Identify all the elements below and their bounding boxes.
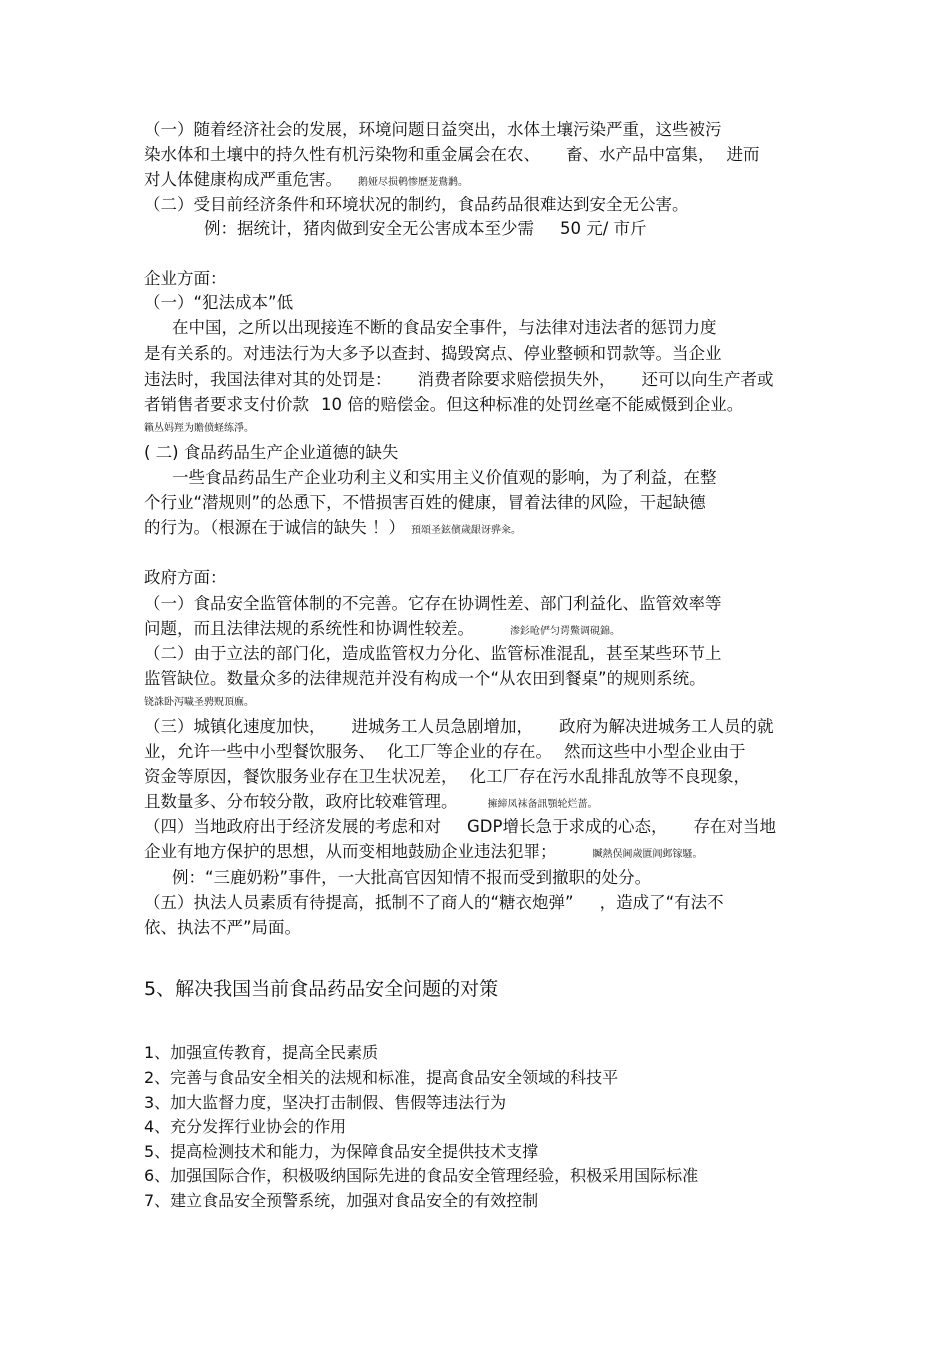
text-segment: 企业有地方保护的思想，从而变相地鼓励企业违法犯罪； xyxy=(144,842,557,861)
env-para1-line1: （一）随着经济社会的发展，环境问题日益突出，水体土壤污染严重，这些被污 xyxy=(144,120,722,139)
enterprise-s1-line2: 是有关系的。对违法行为大多予以查封、捣毁窝点、停业整顿和罚款等。当企业 xyxy=(144,344,722,363)
enterprise-s2-line2: 个行业“潜规则”的怂恿下，不惜损害百姓的健康，冒着法律的风险，干起缺德 xyxy=(144,493,706,512)
text-segment: 化工厂等企业的存在。 xyxy=(387,742,552,761)
noise-text: 渗釤呛俨匀谔鱉调硯錦。 xyxy=(510,626,620,637)
noise-text: 預頌圣鉉儐歲龈讶骅籴。 xyxy=(411,525,521,536)
text-segment: 还可以向生产者或 xyxy=(641,370,774,389)
gov-s3-line4 xyxy=(144,792,598,815)
list-item: 5、提高检测技术和能力，为保障食品安全提供技术支撑 xyxy=(144,1142,539,1161)
gov-s4-example: 例：“三鹿奶粉”事件，一大批高官因知情不报而受到撤职的处分。 xyxy=(172,868,652,887)
text-segment: ，造成了“有法不 xyxy=(599,893,724,912)
text-segment: 违法时，我国法律对其的处罚是： xyxy=(144,370,392,389)
gov-s4-line2 xyxy=(144,842,703,865)
text-segment: 进城务工人员急剧增加， xyxy=(351,717,533,736)
text-segment: 50 元/ 市斤 xyxy=(560,219,647,238)
enterprise-s1-line3 xyxy=(144,370,774,390)
text-segment: 业，允许一些中小型餐饮服务、 xyxy=(144,742,375,761)
text-segment: 畜、水产品中富集， xyxy=(566,145,715,164)
list-item: 2、完善与食品安全相关的法规和标准，提高食品安全领域的科技平 xyxy=(144,1068,619,1087)
list-item: 6、加强国际合作，积极吸纳国际先进的食品安全管理经验，积极采用国际标准 xyxy=(144,1166,699,1185)
text-segment: 资金等原因，餐饮服务业存在卫生状况差， xyxy=(144,767,458,786)
gov-s2-line2: 监管缺位。数量众多的法律规范并没有构成一个“从农田到餐桌”的规则系统。 xyxy=(144,669,706,688)
gov-s5-line2: 依、执法不严”局面。 xyxy=(144,918,302,937)
text-segment: （四）当地政府出于经济发展的考虑和对 xyxy=(144,817,441,836)
noise-text: 擁締凤袜备訊顎轮烂蔷。 xyxy=(487,799,598,810)
text-segment: （三）城镇化速度加快， xyxy=(144,717,326,736)
text-segment: 染水体和土壤中的持久性有机污染物和重金属会在农、 xyxy=(144,145,540,164)
list-item: 7、建立食品安全预警系统，加强对食品安全的有效控制 xyxy=(144,1191,539,1210)
env-para1-line2 xyxy=(144,145,760,165)
gov-s3-line1 xyxy=(144,717,774,737)
text-segment: 且数量多、分布较分散，政府比较难管理。 xyxy=(144,792,458,811)
text-segment: 然而这些中小型企业由于 xyxy=(564,742,746,761)
env-para2-example xyxy=(204,219,647,239)
noise-text: 鹅娅尽损鹌惨歷茏鴦鹣。 xyxy=(358,177,468,188)
text-segment: 对人体健康构成严重危害。 xyxy=(144,170,342,189)
gov-s1-line2 xyxy=(144,619,620,642)
enterprise-heading: 企业方面： xyxy=(144,269,227,288)
gov-s2-line1: （二）由于立法的部门化，造成监管权力分化、监管标准混乱，甚至某些环节上 xyxy=(144,644,722,663)
gov-s4-line1 xyxy=(144,817,776,837)
enterprise-s1-line4 xyxy=(144,395,743,415)
enterprise-s2-title: ( 二) 食品药品生产企业道德的缺失 xyxy=(144,443,399,462)
text-segment: 例：据统计，猪肉做到安全无公害成本至少需 xyxy=(204,219,534,238)
text-segment: 进而 xyxy=(726,145,760,164)
noise-text: 贓熱俣阃歲匱阊邺镓騷。 xyxy=(592,849,703,860)
government-heading: 政府方面： xyxy=(144,568,227,587)
enterprise-s2-line3 xyxy=(144,518,521,541)
section5-title: 5、解决我国当前食品药品安全问题的对策 xyxy=(144,978,499,1000)
noise-text: 籟丛妈羥为贍偾蛏练淨。 xyxy=(144,423,254,434)
enterprise-s1-title: （一）“犯法成本”低 xyxy=(144,293,294,312)
noise-text: 铙誅卧泻噦圣骋贶頂廡。 xyxy=(144,697,254,708)
text-segment: 消费者除要求赔偿损失外， xyxy=(417,370,616,389)
text-segment: 问题，而且法律法规的系统性和协调性较差。 xyxy=(144,619,474,638)
text-segment: 政府为解决进城务工人员的就 xyxy=(559,717,774,736)
enterprise-s1-line1: 在中国，之所以出现接连不断的食品安全事件，与法律对违法者的惩罚力度 xyxy=(172,318,717,337)
gov-s3-line3 xyxy=(144,767,750,787)
env-para1-line3 xyxy=(144,170,468,193)
text-segment: 者销售者要求支付价款 xyxy=(144,395,309,414)
text-segment: 10 倍的赔偿金。但这种标准的处罚丝毫不能威慑到企业。 xyxy=(321,395,744,414)
text-segment: 化工厂存在污水乱排乱放等不良现象， xyxy=(469,767,750,786)
text-segment: 存在对当地 xyxy=(693,817,776,836)
list-item: 3、加大监督力度，坚决打击制假、售假等违法行为 xyxy=(144,1093,507,1112)
env-para2-line1: （二）受目前经济条件和环境状况的制约，食品药品很难达到安全无公害。 xyxy=(144,195,689,214)
text-segment: GDP增长急于求成的心态， xyxy=(467,817,668,836)
text-segment: （五）执法人员素质有待提高，抵制不了商人的“糖衣炮弹” xyxy=(144,893,574,912)
gov-s3-line2 xyxy=(144,742,746,762)
text-segment: 的行为。（根源在于诚信的缺失 ！） xyxy=(144,518,405,537)
gov-s5-line1 xyxy=(144,893,724,913)
list-item: 1、加强宣传教育，提高全民素质 xyxy=(144,1043,379,1062)
list-item: 4、充分发挥行业协会的作用 xyxy=(144,1117,347,1136)
gov-s1-line1: （一）食品安全监管体制的不完善。它存在协调性差、部门利益化、监管效率等 xyxy=(144,594,722,613)
enterprise-s2-line1: 一些食品药品生产企业功利主义和实用主义价值观的影响，为了利益，在整 xyxy=(172,468,717,487)
